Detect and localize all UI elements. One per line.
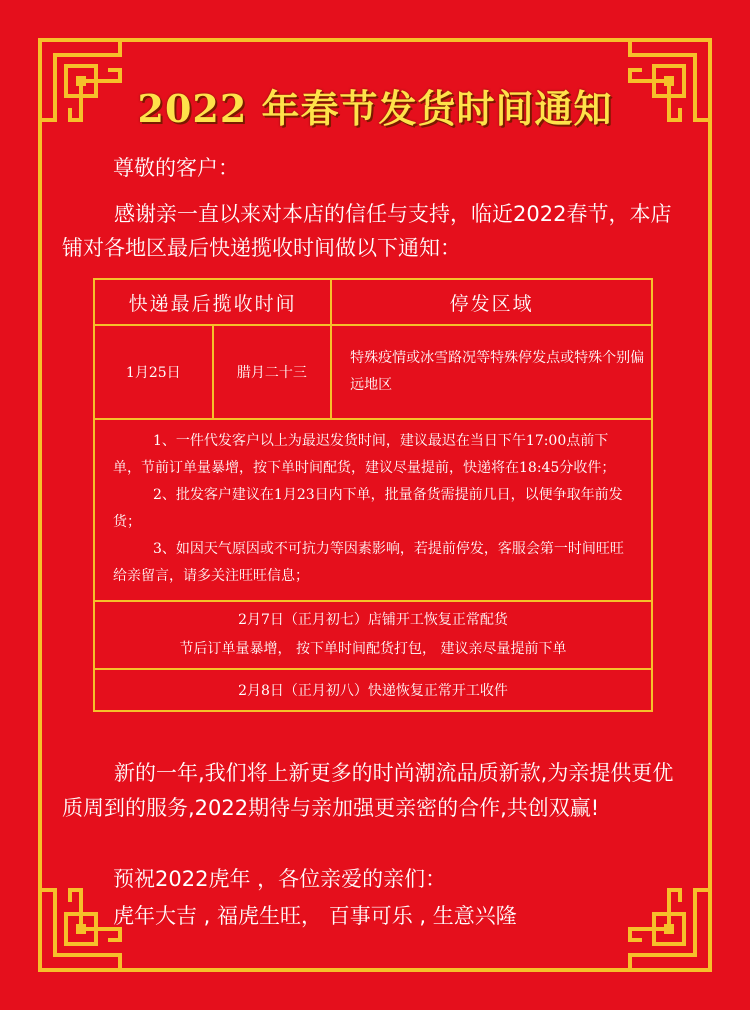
notes-cell <box>94 419 652 601</box>
notes-row <box>94 419 652 601</box>
closing-paragraph: 新的一年,我们将上新更多的时尚潮流品质新款,为亲提供更优质周到的服务,2022期待与亲加强更亲密的合作,共创双赢! <box>62 761 674 820</box>
cutoff-date: 1月25日 <box>94 325 213 419</box>
header-suspended-region: 停发区域 <box>331 279 652 325</box>
new-year-wish-line: 预祝2022虎年 ，各位亲爱的亲们： <box>113 867 447 891</box>
greeting: 尊敬的客户： <box>113 156 239 180</box>
note-item: 3、如因天气原因或不可抗力等因素影响，若提前停发，客服会第一时间旺旺给亲留言，请多关注旺旺信息； <box>113 541 624 584</box>
table-row <box>94 325 652 419</box>
shipping-schedule-table <box>93 278 653 712</box>
blessing-line: 虎年大吉 , 福虎生旺， 百事可乐 , 生意兴隆 <box>113 904 517 928</box>
header-last-pickup-time: 快递最后揽收时间 <box>94 279 331 325</box>
resume-row <box>94 601 652 669</box>
note-item: 1、一件代发客户以上为最迟发货时间，建议最迟在当日下午17:00点前下单，节前订单量暴增，按下单时间配货，建议尽量提前，快递将在18:45分收件； <box>113 433 616 476</box>
cutoff-lunar-date: 腊月二十三 <box>213 325 332 419</box>
courier-resume-cell: 2月8日（正月初八）快递恢复正常开工收件 <box>94 669 652 711</box>
courier-resume-row <box>94 669 652 711</box>
suspended-region-text: 特殊疫情或冰雪路况等特殊停发点或特殊个别偏远地区 <box>331 325 652 419</box>
note-item: 2、批发客户建议在1月23日内下单，批量备货需提前几日，以便争取年前发货； <box>113 487 623 530</box>
intro-paragraph: 感谢亲一直以来对本店的信任与支持，临近2022春节，本店铺对各地区最后快递揽收时间做以下通知： <box>62 202 672 260</box>
resume-line: 2月7日（正月初七）店铺开工恢复正常配货 <box>238 612 508 628</box>
table-header-row <box>94 279 652 325</box>
resume-line: 节后订单量暴增， 按下单时间配货打包， 建议亲尽量提前下单 <box>179 641 567 657</box>
resume-cell <box>94 601 652 669</box>
page-title: 2022 年春节发货时间通知 <box>137 86 613 131</box>
